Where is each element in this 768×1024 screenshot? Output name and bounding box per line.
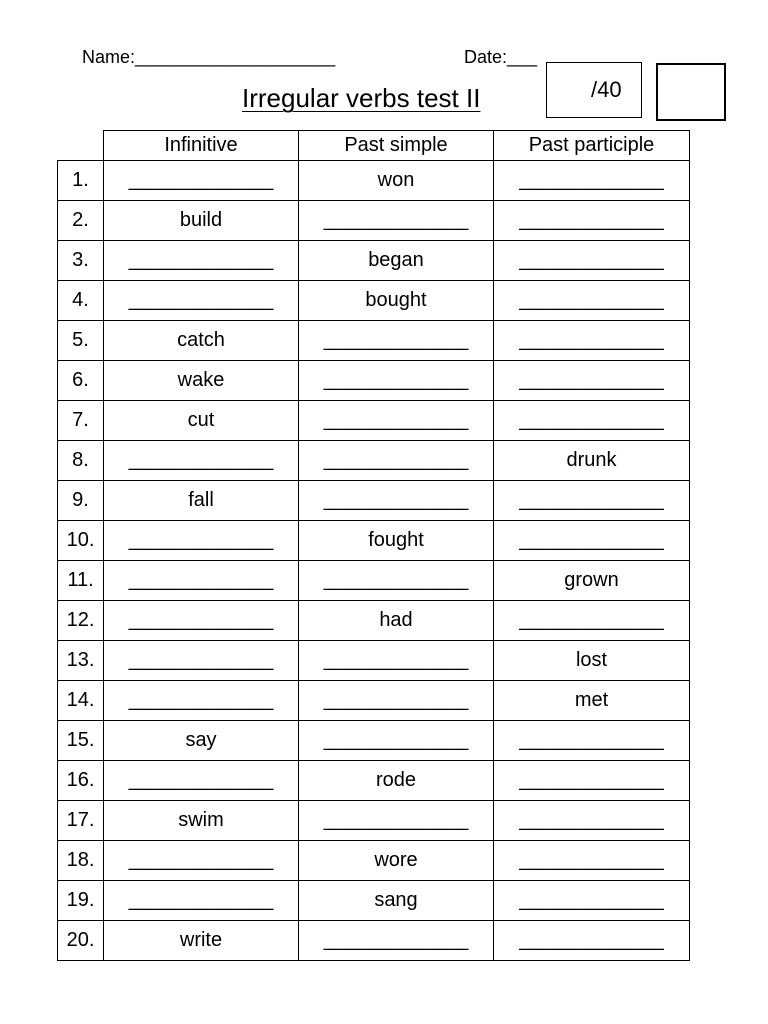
row-number: 9. — [58, 481, 104, 521]
table-row — [58, 321, 690, 361]
row-number: 19. — [58, 881, 104, 921]
number-column-header — [58, 131, 104, 161]
score-total: /40 — [591, 77, 622, 102]
infinitive-cell: swim — [104, 801, 299, 841]
table-row — [58, 401, 690, 441]
table-row — [58, 641, 690, 681]
table-row — [58, 241, 690, 281]
past-participle-cell[interactable]: _____________ — [494, 401, 690, 441]
past-participle-cell: grown — [494, 561, 690, 601]
row-number: 13. — [58, 641, 104, 681]
row-number: 14. — [58, 681, 104, 721]
infinitive-cell: build — [104, 201, 299, 241]
table-row — [58, 601, 690, 641]
infinitive-cell: cut — [104, 401, 299, 441]
table-row — [58, 841, 690, 881]
date-field[interactable]: Date:___ — [464, 47, 538, 67]
infinitive-cell[interactable]: _____________ — [104, 441, 299, 481]
table-row — [58, 361, 690, 401]
name-field[interactable]: Name:____________________ — [82, 47, 336, 67]
column-header-infinitive: Infinitive — [104, 131, 299, 161]
table-row — [58, 761, 690, 801]
table-row — [58, 921, 690, 961]
past-participle-cell[interactable]: _____________ — [494, 761, 690, 801]
row-number: 8. — [58, 441, 104, 481]
row-number: 10. — [58, 521, 104, 561]
row-number: 15. — [58, 721, 104, 761]
past-simple-cell: won — [299, 161, 494, 201]
table-row — [58, 881, 690, 921]
row-number: 7. — [58, 401, 104, 441]
past-participle-cell: drunk — [494, 441, 690, 481]
infinitive-cell: write — [104, 921, 299, 961]
table-row — [58, 281, 690, 321]
past-simple-cell: bought — [299, 281, 494, 321]
past-simple-cell: began — [299, 241, 494, 281]
row-number: 17. — [58, 801, 104, 841]
infinitive-cell[interactable]: _____________ — [104, 281, 299, 321]
past-simple-cell[interactable]: _____________ — [299, 481, 494, 521]
row-number: 18. — [58, 841, 104, 881]
past-simple-cell[interactable]: _____________ — [299, 561, 494, 601]
verbs-table-body — [58, 161, 690, 961]
past-simple-cell: sang — [299, 881, 494, 921]
past-participle-cell: met — [494, 681, 690, 721]
past-simple-cell[interactable]: _____________ — [299, 361, 494, 401]
table-row — [58, 161, 690, 201]
past-simple-cell[interactable]: _____________ — [299, 201, 494, 241]
past-participle-cell[interactable]: _____________ — [494, 921, 690, 961]
past-participle-cell[interactable]: _____________ — [494, 841, 690, 881]
table-row — [58, 801, 690, 841]
column-header-past-participle: Past participle — [494, 131, 690, 161]
row-number: 5. — [58, 321, 104, 361]
infinitive-cell[interactable]: _____________ — [104, 241, 299, 281]
row-number: 3. — [58, 241, 104, 281]
past-simple-cell[interactable]: _____________ — [299, 721, 494, 761]
page-title: Irregular verbs test II — [242, 83, 481, 113]
past-participle-cell[interactable]: _____________ — [494, 721, 690, 761]
past-simple-cell: fought — [299, 521, 494, 561]
past-participle-cell[interactable]: _____________ — [494, 201, 690, 241]
past-participle-cell[interactable]: _____________ — [494, 881, 690, 921]
table-row — [58, 521, 690, 561]
row-number: 4. — [58, 281, 104, 321]
infinitive-cell: fall — [104, 481, 299, 521]
table-row — [58, 481, 690, 521]
table-header-row — [58, 131, 690, 161]
column-header-past-simple: Past simple — [299, 131, 494, 161]
past-participle-cell[interactable]: _____________ — [494, 801, 690, 841]
infinitive-cell: catch — [104, 321, 299, 361]
table-row — [58, 561, 690, 601]
past-participle-cell[interactable]: _____________ — [494, 281, 690, 321]
score-box — [546, 62, 642, 118]
past-participle-cell[interactable]: _____________ — [494, 481, 690, 521]
table-row — [58, 721, 690, 761]
past-simple-cell[interactable]: _____________ — [299, 321, 494, 361]
row-number: 1. — [58, 161, 104, 201]
row-number: 2. — [58, 201, 104, 241]
infinitive-cell: wake — [104, 361, 299, 401]
table-row — [58, 201, 690, 241]
table-row — [58, 441, 690, 481]
infinitive-cell[interactable]: _____________ — [104, 681, 299, 721]
infinitive-cell[interactable]: _____________ — [104, 601, 299, 641]
past-simple-cell: wore — [299, 841, 494, 881]
past-participle-cell[interactable]: _____________ — [494, 601, 690, 641]
past-simple-cell: had — [299, 601, 494, 641]
row-number: 16. — [58, 761, 104, 801]
infinitive-cell[interactable]: _____________ — [104, 561, 299, 601]
past-participle-cell[interactable]: _____________ — [494, 241, 690, 281]
row-number: 20. — [58, 921, 104, 961]
table-row — [58, 681, 690, 721]
verbs-table — [57, 130, 690, 961]
past-simple-cell[interactable]: _____________ — [299, 921, 494, 961]
past-simple-cell[interactable]: _____________ — [299, 641, 494, 681]
past-simple-cell[interactable]: _____________ — [299, 401, 494, 441]
past-simple-cell[interactable]: _____________ — [299, 681, 494, 721]
infinitive-cell[interactable]: _____________ — [104, 521, 299, 561]
row-number: 6. — [58, 361, 104, 401]
past-participle-cell[interactable]: _____________ — [494, 321, 690, 361]
infinitive-cell[interactable]: _____________ — [104, 161, 299, 201]
row-number: 12. — [58, 601, 104, 641]
infinitive-cell: say — [104, 721, 299, 761]
past-participle-cell[interactable]: _____________ — [494, 361, 690, 401]
row-number: 11. — [58, 561, 104, 601]
past-simple-cell: rode — [299, 761, 494, 801]
infinitive-cell[interactable]: _____________ — [104, 841, 299, 881]
past-simple-cell[interactable]: _____________ — [299, 441, 494, 481]
past-participle-cell[interactable]: _____________ — [494, 161, 690, 201]
infinitive-cell[interactable]: _____________ — [104, 641, 299, 681]
past-participle-cell[interactable]: _____________ — [494, 521, 690, 561]
infinitive-cell[interactable]: _____________ — [104, 881, 299, 921]
past-simple-cell[interactable]: _____________ — [299, 801, 494, 841]
past-participle-cell: lost — [494, 641, 690, 681]
infinitive-cell[interactable]: _____________ — [104, 761, 299, 801]
grade-box[interactable] — [656, 63, 726, 121]
